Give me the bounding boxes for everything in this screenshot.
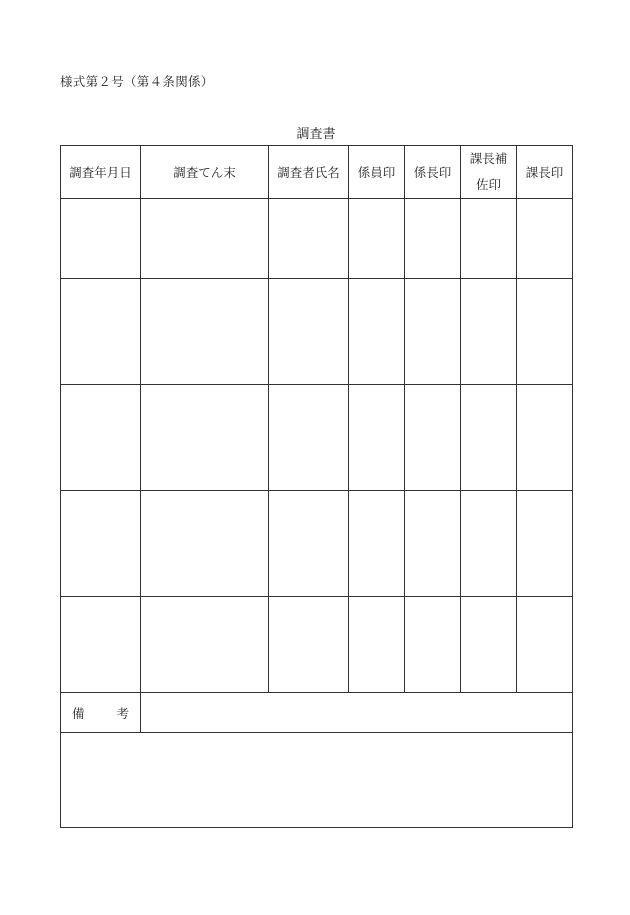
cell-assistant-manager-seal[interactable]	[461, 385, 517, 491]
header-assistant-manager-seal-line2: 佐印	[475, 177, 501, 192]
cell-staff-seal[interactable]	[349, 491, 405, 597]
cell-date[interactable]	[61, 491, 141, 597]
cell-investigator[interactable]	[269, 491, 349, 597]
cell-details[interactable]	[141, 279, 269, 385]
cell-chief-seal[interactable]	[405, 491, 461, 597]
cell-manager-seal[interactable]	[517, 597, 573, 693]
table-row	[61, 385, 573, 491]
cell-investigator[interactable]	[269, 199, 349, 279]
cell-investigator[interactable]	[269, 279, 349, 385]
header-survey-details: 調査てん末	[141, 146, 269, 199]
cell-investigator[interactable]	[269, 597, 349, 693]
header-chief-seal: 係長印	[405, 146, 461, 199]
form-number: 様式第２号（第４条関係）	[60, 74, 214, 89]
header-manager-seal: 課長印	[517, 146, 573, 199]
table-row	[61, 199, 573, 279]
cell-staff-seal[interactable]	[349, 597, 405, 693]
cell-details[interactable]	[141, 491, 269, 597]
cell-manager-seal[interactable]	[517, 199, 573, 279]
remarks-label	[61, 693, 141, 733]
remarks-body-row	[61, 733, 573, 828]
cell-assistant-manager-seal[interactable]	[461, 491, 517, 597]
header-staff-seal: 係員印	[349, 146, 405, 199]
table-row	[61, 491, 573, 597]
survey-table	[60, 145, 573, 828]
cell-details[interactable]	[141, 385, 269, 491]
cell-date[interactable]	[61, 597, 141, 693]
cell-date[interactable]	[61, 199, 141, 279]
cell-details[interactable]	[141, 597, 269, 693]
header-assistant-manager-seal	[461, 146, 517, 199]
cell-manager-seal[interactable]	[517, 279, 573, 385]
cell-chief-seal[interactable]	[405, 279, 461, 385]
cell-staff-seal[interactable]	[349, 279, 405, 385]
cell-staff-seal[interactable]	[349, 385, 405, 491]
cell-staff-seal[interactable]	[349, 199, 405, 279]
remarks-row	[61, 693, 573, 733]
cell-assistant-manager-seal[interactable]	[461, 597, 517, 693]
cell-details[interactable]	[141, 199, 269, 279]
cell-date[interactable]	[61, 279, 141, 385]
header-investigator-name: 調査者氏名	[269, 146, 349, 199]
cell-assistant-manager-seal[interactable]	[461, 199, 517, 279]
document-title: 調査書	[296, 127, 336, 142]
cell-investigator[interactable]	[269, 385, 349, 491]
cell-chief-seal[interactable]	[405, 199, 461, 279]
remarks-field[interactable]	[141, 693, 573, 733]
remarks-label-part1: 備	[71, 705, 85, 721]
header-survey-date: 調査年月日	[61, 146, 141, 199]
header-assistant-manager-seal-line1: 課長補	[469, 151, 508, 166]
cell-chief-seal[interactable]	[405, 385, 461, 491]
cell-manager-seal[interactable]	[517, 491, 573, 597]
header-row	[61, 146, 573, 199]
remarks-body-field[interactable]	[61, 733, 573, 828]
table-row	[61, 597, 573, 693]
remarks-label-part2: 考	[116, 705, 130, 721]
cell-manager-seal[interactable]	[517, 385, 573, 491]
cell-chief-seal[interactable]	[405, 597, 461, 693]
table-row	[61, 279, 573, 385]
cell-date[interactable]	[61, 385, 141, 491]
cell-assistant-manager-seal[interactable]	[461, 279, 517, 385]
